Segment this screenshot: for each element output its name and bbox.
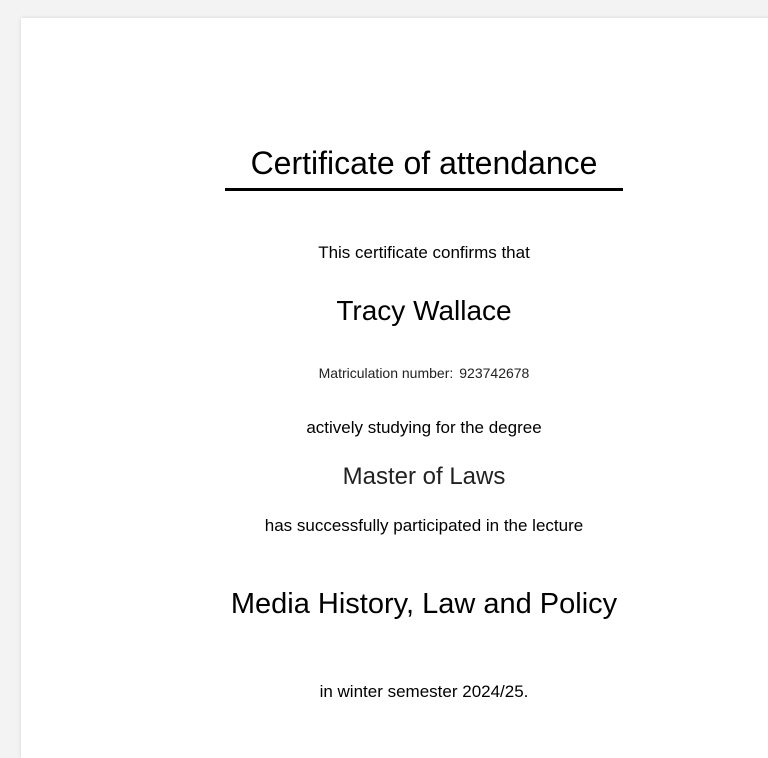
- matriculation-line: [21, 363, 768, 383]
- studying-text: actively studying for the degree: [306, 418, 542, 437]
- lecture-title: Media History, Law and Policy: [230, 588, 618, 620]
- semester-text: in winter semester 2024/25.: [319, 682, 529, 701]
- student-name: Tracy Wallace: [336, 295, 512, 326]
- certificate-title: Certificate of attendance: [250, 145, 598, 181]
- degree-name: Master of Laws: [342, 463, 506, 490]
- confirm-text: This certificate confirms that: [318, 243, 530, 262]
- certificate-page: [21, 18, 768, 758]
- title-underline: [225, 188, 623, 191]
- participated-text: has successfully participated in the lecture: [264, 516, 584, 535]
- matriculation-number: 923742678: [459, 365, 530, 381]
- matriculation-label: Matriculation number:: [318, 365, 454, 381]
